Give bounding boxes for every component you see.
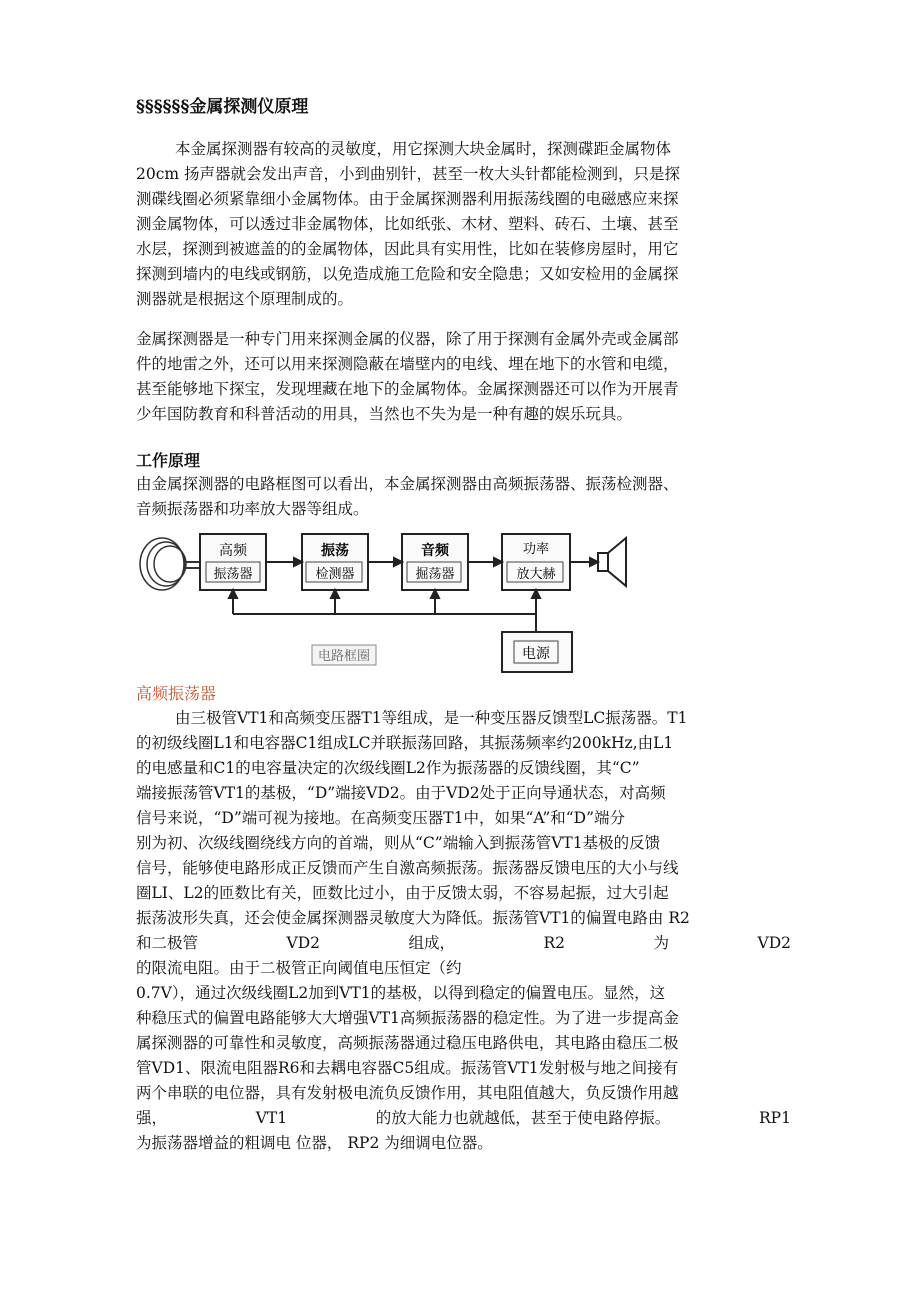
block-label-top: 功率: [522, 542, 550, 557]
block-label-bottom: 掘荡器: [415, 567, 455, 582]
word: 的放大能力也就越低，甚至于使电路停振。: [375, 1109, 671, 1127]
body-line: 由三极管VT1和高频变压器T1等组成，是一种变压器反馈型LC振荡器。T1: [175, 709, 688, 727]
block-label-bottom: 振荡器: [213, 567, 253, 582]
block-label-top: 高频: [219, 543, 247, 559]
section-text-line: 音频振荡器和功率放大器等组成。: [136, 500, 369, 518]
para2-line: 金属探测器是一种专门用来探测金属的仪器，除了用于探测有金属外壳或金属部: [136, 330, 679, 348]
word: R2: [543, 934, 566, 952]
document-title: §§§§§§金属探测仪原理: [136, 97, 309, 117]
body-line: 信号来说，“D”端可视为接地。在高频变压器T1中，如果“A”和“D”端分: [136, 809, 626, 827]
body-line: 圈LI、L2的匝数比有关，匝数比过小，由于反馈太弱，不容易起振，过大引起: [136, 884, 669, 902]
section-text-line: 由金属探测器的电路框图可以看出，本金属探测器由高频振荡器、振荡检测器、: [136, 475, 679, 493]
word: RP1: [759, 1109, 791, 1127]
body-line: 别为初、次级线圈绕线方向的首端，则从“C”端输入到振荡管VT1基极的反馈: [136, 834, 661, 852]
body-line: 管VD1、限流电阻器R6和去耦电容器C5组成。振荡管VT1发射极与地之间接有: [136, 1059, 679, 1077]
search-coil-icon: [140, 538, 186, 590]
diagram-caption: 电路框圈: [317, 649, 371, 664]
body-line-justified: [136, 1106, 791, 1131]
speaker-icon: [598, 538, 626, 586]
body-line: 的限流电阻。由于二极管正向阈值电压恒定（约: [136, 959, 462, 977]
word: VT1: [255, 1109, 288, 1127]
para2-line: 件的地雷之外，还可以用来探测隐蔽在墙壁内的电线、埋在地下的水管和电缆，: [136, 355, 679, 373]
intro-line: 探测到墙内的电线或钢筋，以免造成施工危险和安全隐患；又如安检用的金属探: [136, 265, 679, 283]
body-line: 属探测器的可靠性和灵敏度，高频振荡器通过稳压电路供电，其电路由稳压二极: [136, 1034, 679, 1052]
body-line: 端接振荡管VT1的基极，“D”端接VD2。由于VD2处于正向导通状态，对高频: [136, 784, 666, 802]
body-line: 种稳压式的偏置电路能够大大增强VT1高频振荡器的稳定性。为了进一步提高金: [136, 1009, 679, 1027]
word: 和二极管: [136, 934, 199, 952]
para2-line: 甚至能够地下探宝，发现埋藏在地下的金属物体。金属探测器还可以作为开展青: [136, 380, 679, 398]
block-label-bottom: 放大赫: [516, 567, 556, 582]
word: 组成，: [408, 934, 455, 952]
word: VD2: [757, 934, 791, 952]
sub-heading: 高频振荡器: [136, 684, 217, 703]
intro-line: 测碟线圈必须紧靠细小金属物体。由于金属探测器利用振荡线圈的电磁感应来探: [136, 190, 679, 208]
block-label-top: 音频: [421, 543, 449, 559]
body-line: 振荡波形失真，还会使金属探测器灵敏度大为降低。振荡管VT1的偏置电路由 R2: [136, 909, 690, 927]
body-line: 0.7V），通过次级线圈L2加到VT1的基极，以得到稳定的偏置电压。显然，这: [136, 984, 666, 1002]
block-label-bottom: 检测器: [315, 567, 355, 582]
circuit-block-diagram: [134, 524, 634, 676]
intro-line: 测器就是根据这个原理制成的。: [136, 290, 354, 308]
word: 为: [653, 934, 670, 952]
body-line: 两个串联的电位器，具有发射极电流负反馈作用，其电阻值越大，负反馈作用越: [136, 1084, 679, 1102]
intro-line: 本金属探测器有较高的灵敏度，用它探测大块金属时，探测碟距金属物体: [175, 140, 672, 158]
word: 强，: [136, 1109, 168, 1127]
intro-line: 测金属物体，可以透过非金属物体，比如纸张、木材、塑料、砖石、土壤、甚至: [136, 215, 679, 233]
word: VD2: [286, 934, 320, 952]
block-label-top: 振荡: [321, 543, 349, 559]
section-heading: 工作原理: [136, 451, 201, 470]
body-line-justified: [136, 931, 791, 956]
body-line: 的电感量和C1的电容量决定的次级线圈L2作为振荡器的反馈线圈，其“C”: [136, 759, 640, 777]
body-line: 的初级线圈L1和电容器C1组成LC并联振荡回路，其振荡频率约200kHz,由L1: [136, 734, 674, 752]
body-line: 为振荡器增益的粗调电 位器， RP2 为细调电位器。: [136, 1134, 493, 1152]
intro-line: 20cm 扬声器就会发出声音，小到曲别针，甚至一枚大头针都能检测到，只是探: [136, 165, 681, 183]
intro-line: 水层，探测到被遮盖的的金属物体，因此具有实用性，比如在装修房屋时，用它: [136, 240, 679, 258]
para2-line: 少年国防教育和科普活动的用具，当然也不失为是一种有趣的娱乐玩具。: [136, 405, 633, 423]
power-label: 电源: [522, 646, 550, 662]
body-line: 信号，能够使电路形成正反馈而产生自激高频振荡。振荡器反馈电压的大小与线: [136, 859, 679, 877]
